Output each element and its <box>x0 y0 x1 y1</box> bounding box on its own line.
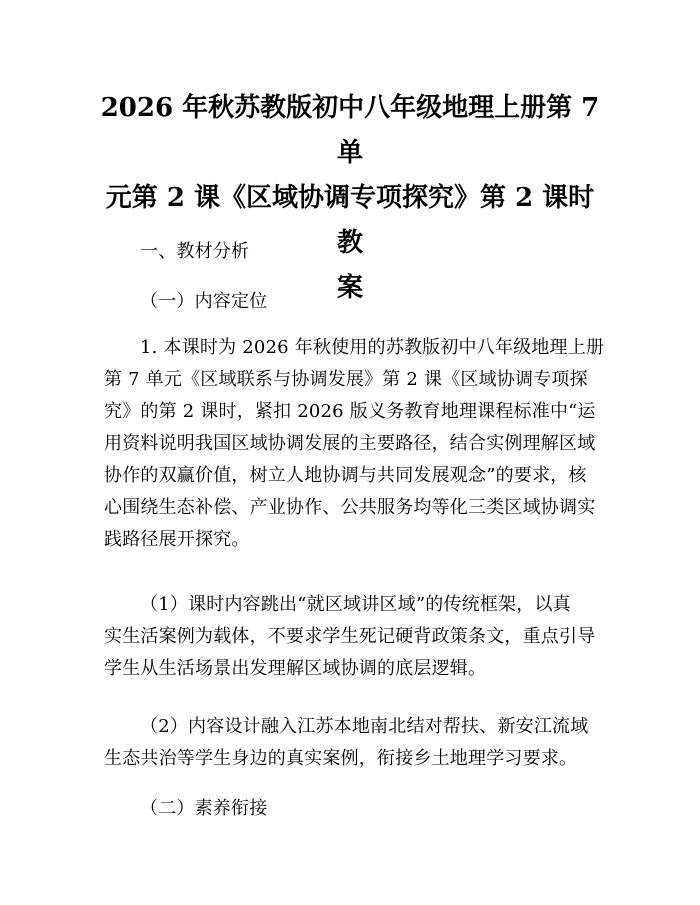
text-line: （2）内容设计融入江苏本地南北结对帮扶、新安江流域 <box>140 716 589 737</box>
title-line: 案 <box>336 273 363 303</box>
text-line: 究》的第 2 课时，紧扣 2026 版义务教育地理课程标准中“运 <box>104 401 596 422</box>
text-line: 学生从生活场景出发理解区域协调的底层逻辑。 <box>104 658 487 679</box>
subsection-heading-content-positioning: （一）内容定位 <box>140 291 268 312</box>
title-line: 元第 2 课《区域协调专项探究》第 2 课时教 <box>105 183 595 258</box>
paragraph-item-1 <box>104 589 604 685</box>
title-line: 2026 年秋苏教版初中八年级地理上册第 7 单 <box>100 93 600 168</box>
text-line: 实生活案例为载体，不要求学生死记硬背政策条文，重点引导 <box>104 626 596 647</box>
document-title <box>95 86 605 311</box>
text-line: 心围绕生态补偿、产业协作、公共服务均等化三类区域协调实 <box>104 497 596 518</box>
text-line: 生态共治等学生身边的真实案例，衔接乡土地理学习要求。 <box>104 748 578 769</box>
paragraph-item-2 <box>104 711 604 775</box>
section-heading-textbook-analysis: 一、教材分析 <box>140 241 250 262</box>
text-line: （1）课时内容跳出“就区域讲区域”的传统框架，以真 <box>140 594 571 615</box>
subsection-heading-literacy-connection: （二）素养衔接 <box>140 798 268 819</box>
paragraph-content-positioning <box>104 332 604 556</box>
text-line: 用资料说明我国区域协调发展的主要路径，结合实例理解区域 <box>104 433 596 454</box>
text-line: 践路径展开探究。 <box>104 529 250 550</box>
text-line: 协作的双赢价值，树立人地协调与共同发展观念”的要求，核 <box>104 465 587 486</box>
text-line: 第 7 单元《区域联系与协调发展》第 2 课《区域协调专项探 <box>104 369 588 390</box>
text-line: 1. 本课时为 2026 年秋使用的苏教版初中八年级地理上册 <box>140 337 605 358</box>
